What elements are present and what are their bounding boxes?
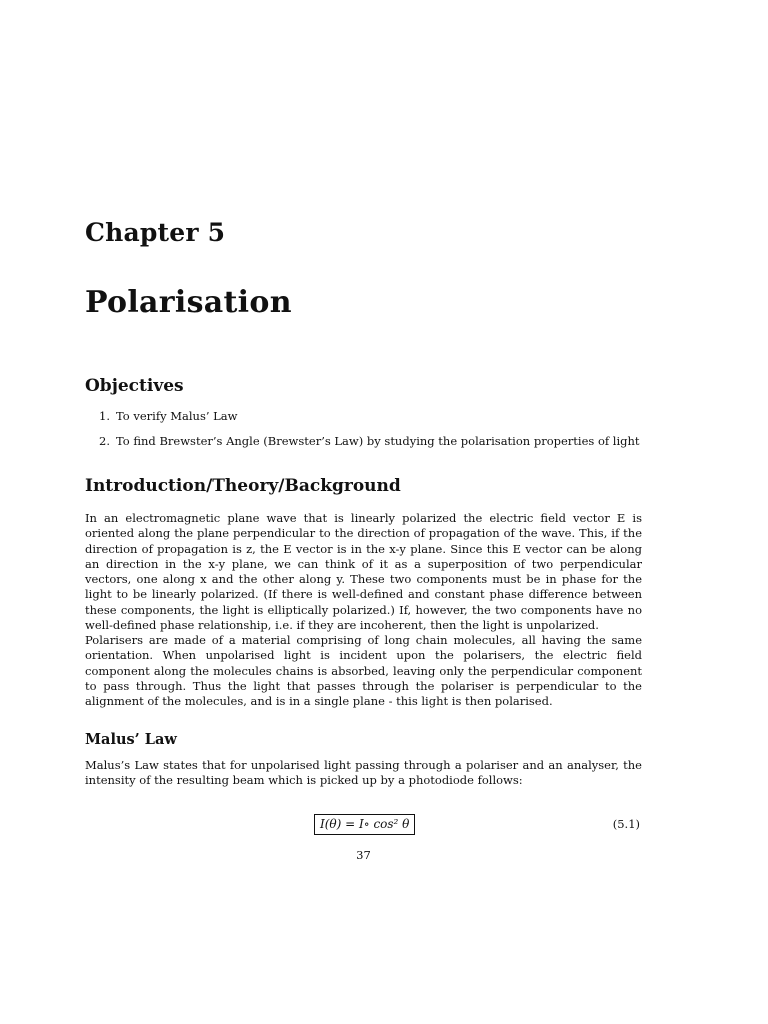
page-number: 37 xyxy=(356,848,371,862)
equation-number: (5.1) xyxy=(612,817,640,831)
objective-number: 2. xyxy=(99,434,110,448)
equation-row xyxy=(85,814,642,836)
chapter-title: Polarisation xyxy=(85,285,292,320)
objectives-heading: Objectives xyxy=(85,376,184,396)
objective-item xyxy=(99,434,644,459)
malus-law-paragraph: Malus’s Law states that for unpolarised light passing through a polariser and an analyser, the intensity of the resulting beam which is picked up by a photodiode follows: xyxy=(85,758,642,788)
objective-text: To find Brewster’s Angle (Brewster’s Law) by studying the polarisation properties of light xyxy=(116,434,640,448)
objective-text: To verify Malus’ Law xyxy=(116,409,238,423)
malus-law-heading: Malus’ Law xyxy=(85,731,177,748)
malus-equation: I(θ) = I∘ cos² θ xyxy=(314,814,415,835)
objective-number: 1. xyxy=(99,409,110,423)
objective-item xyxy=(99,409,644,434)
document-page xyxy=(85,0,642,1024)
introduction-heading: Introduction/Theory/Background xyxy=(85,476,401,496)
polarisers-paragraph: Polarisers are made of a material comprising of long chain molecules, all having the same orientation. When unpolarised light is incident upon the polarisers, the electric field component along the molecules chains is absorbed, leaving only the perpendicular component to pass through. Thus the light that passes through the polariser is perpendicular to the alignment of the molecules, and is in a single plane - this light is then polarised. xyxy=(85,633,642,709)
objectives-list xyxy=(99,409,644,459)
chapter-label: Chapter 5 xyxy=(85,218,226,247)
introduction-paragraph: In an electromagnetic plane wave that is linearly polarized the electric field vector E is oriented along the plane perpendicular to the direction of propagation of the wave. This, if the direction of propagation is z, the E vector is in the x-y plane. Since this E vector can be along an direction in the x-y plane, we can think of it as a superposition of two perpendicular vectors, one along x and the other along y. These two components must be in phase for the light to be linearly polarized. (If there is well-defined and constant phase difference between these components, the light is elliptically polarized.) If, however, the two components have no well-defined phase relationship, i.e. if they are incoherent, then the light is unpolarized. xyxy=(85,511,642,633)
